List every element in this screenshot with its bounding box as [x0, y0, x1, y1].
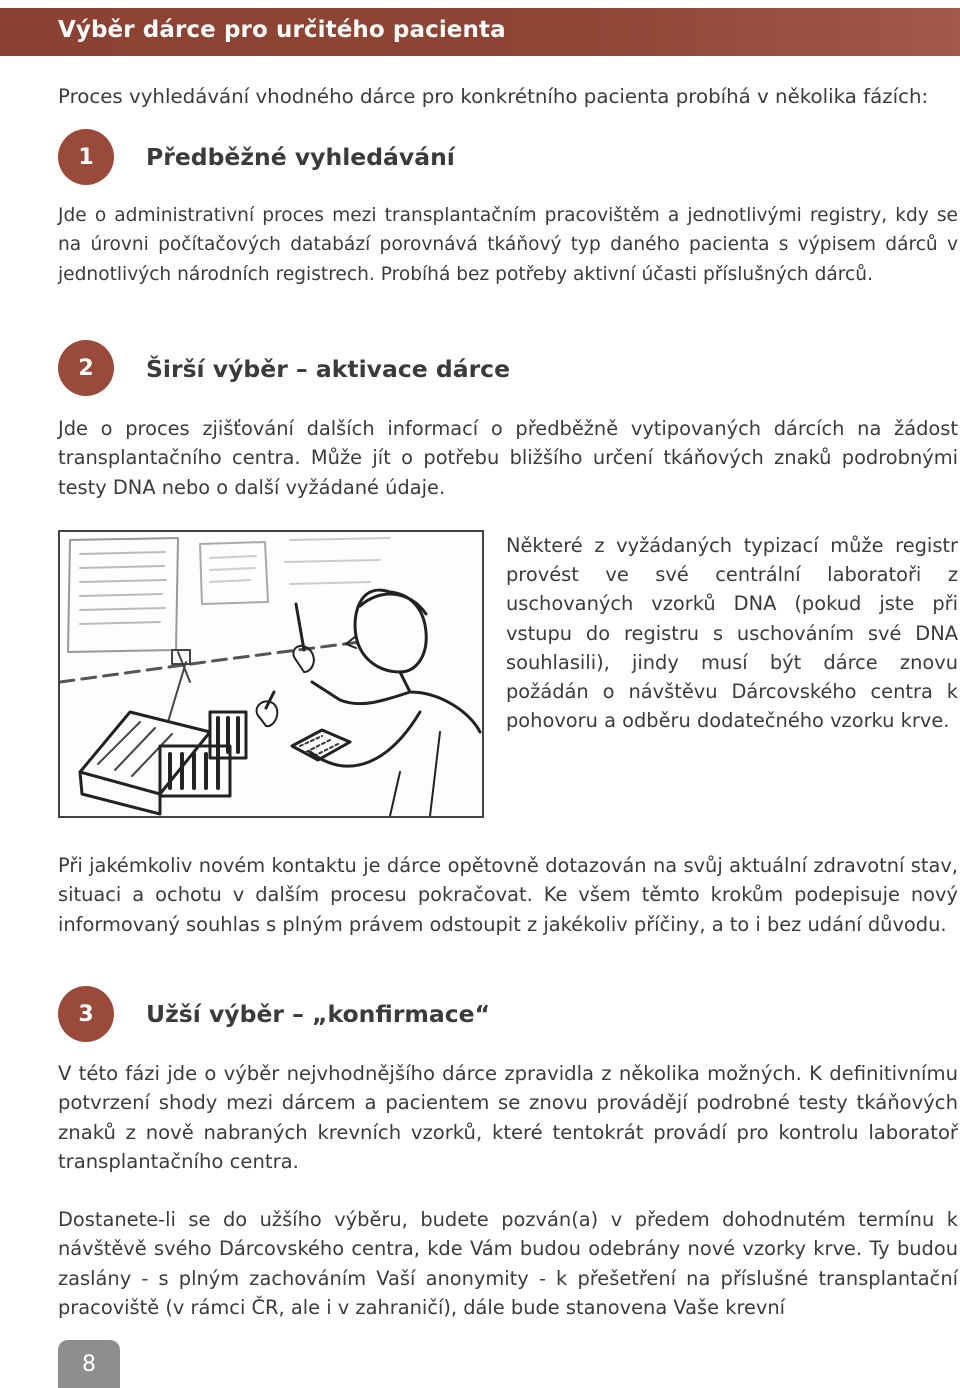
section-title: Výběr dárce pro určitého pacienta: [58, 17, 506, 43]
final-paragraph: Dostanete-li se do užšího výběru, budete pozván(a) v předem dohodnutém termínu k návštěvě svého Dárcovského centra, kde Vám budou odebrány nové vzorky krve. Ty budou zaslány - s plným zachováním Vaší anonymity - k přešetření na příslušné transplantační pracoviště (v rámci ČR, ale i v zahraničí), dále bude stanovena Vaše krevní: [58, 1208, 958, 1319]
page-number: 8: [82, 1351, 96, 1377]
lab-technician-illustration: [58, 530, 484, 818]
step-3-badge: 3: [58, 986, 114, 1042]
step-2-badge: 2: [58, 340, 114, 396]
step-2-text: Jde o proces zjišťování dalších informací o předběžně vytipovaných dárcích na žádost transplantačního centra. Může jít o potřebu bližšího určení tkáňových znaků podrobnými testy DNA nebo o další vyžádané údaje.: [58, 417, 958, 499]
section-header: [0, 8, 960, 56]
contact-paragraph: Při jakémkoliv novém kontaktu je dárce opětovně dotazován na svůj aktuální zdravotní stav, situaci a ochotu v dalším procesu pokračovat. Ke všem těmto krokům podepisuje nový informovaný souhlas s plným právem odstoupit z jakékoliv příčiny, a to i bez udání důvodu.: [58, 854, 958, 936]
step-3-text: V této fázi jde o výběr nejvhodnějšího dárce zpravidla z několika možných. K definitivnímu potvrzení shody mezi dárcem a pacientem se znovu provádějí podrobné testy tkáňových znaků z nově nabraných krevních vzorků, které tentokrát provádí pro kontrolu laboratoř transplantačního centra.: [58, 1062, 958, 1173]
step-3-title: Užší výběr – „konfirmace“: [146, 1000, 491, 1028]
step-1-text: Jde o administrativní proces mezi transplantačním pracovištěm a jednotlivými registry, kdy se na úrovni počítačových databází porovnává tkáňový typ daného pacienta s výpisem dárců v jednotlivých národních registrech. Probíhá bez potřeby aktivní účasti příslušných dárců.: [58, 205, 958, 285]
step-1-title: Předběžné vyhledávání: [146, 143, 455, 171]
step-1-badge: 1: [58, 129, 114, 185]
intro-paragraph: Proces vyhledávání vhodného dárce pro konkrétního pacienta probíhá v několika fázích:: [58, 85, 929, 108]
step-2-title: Širší výběr – aktivace dárce: [146, 355, 511, 383]
figure-side-text: Některé z vyžádaných typizací může registr provést ve své centrální laboratoři z uschovaných vzorků DNA (pokud jste při vstupu do registru s uschováním své DNA souhlasili), jindy musí být dárce znovu požádán o návštěvu Dárcovského centra k pohovoru a odběru dodatečného vzorku krve.: [506, 534, 958, 733]
page-number-tab: [58, 1340, 120, 1388]
